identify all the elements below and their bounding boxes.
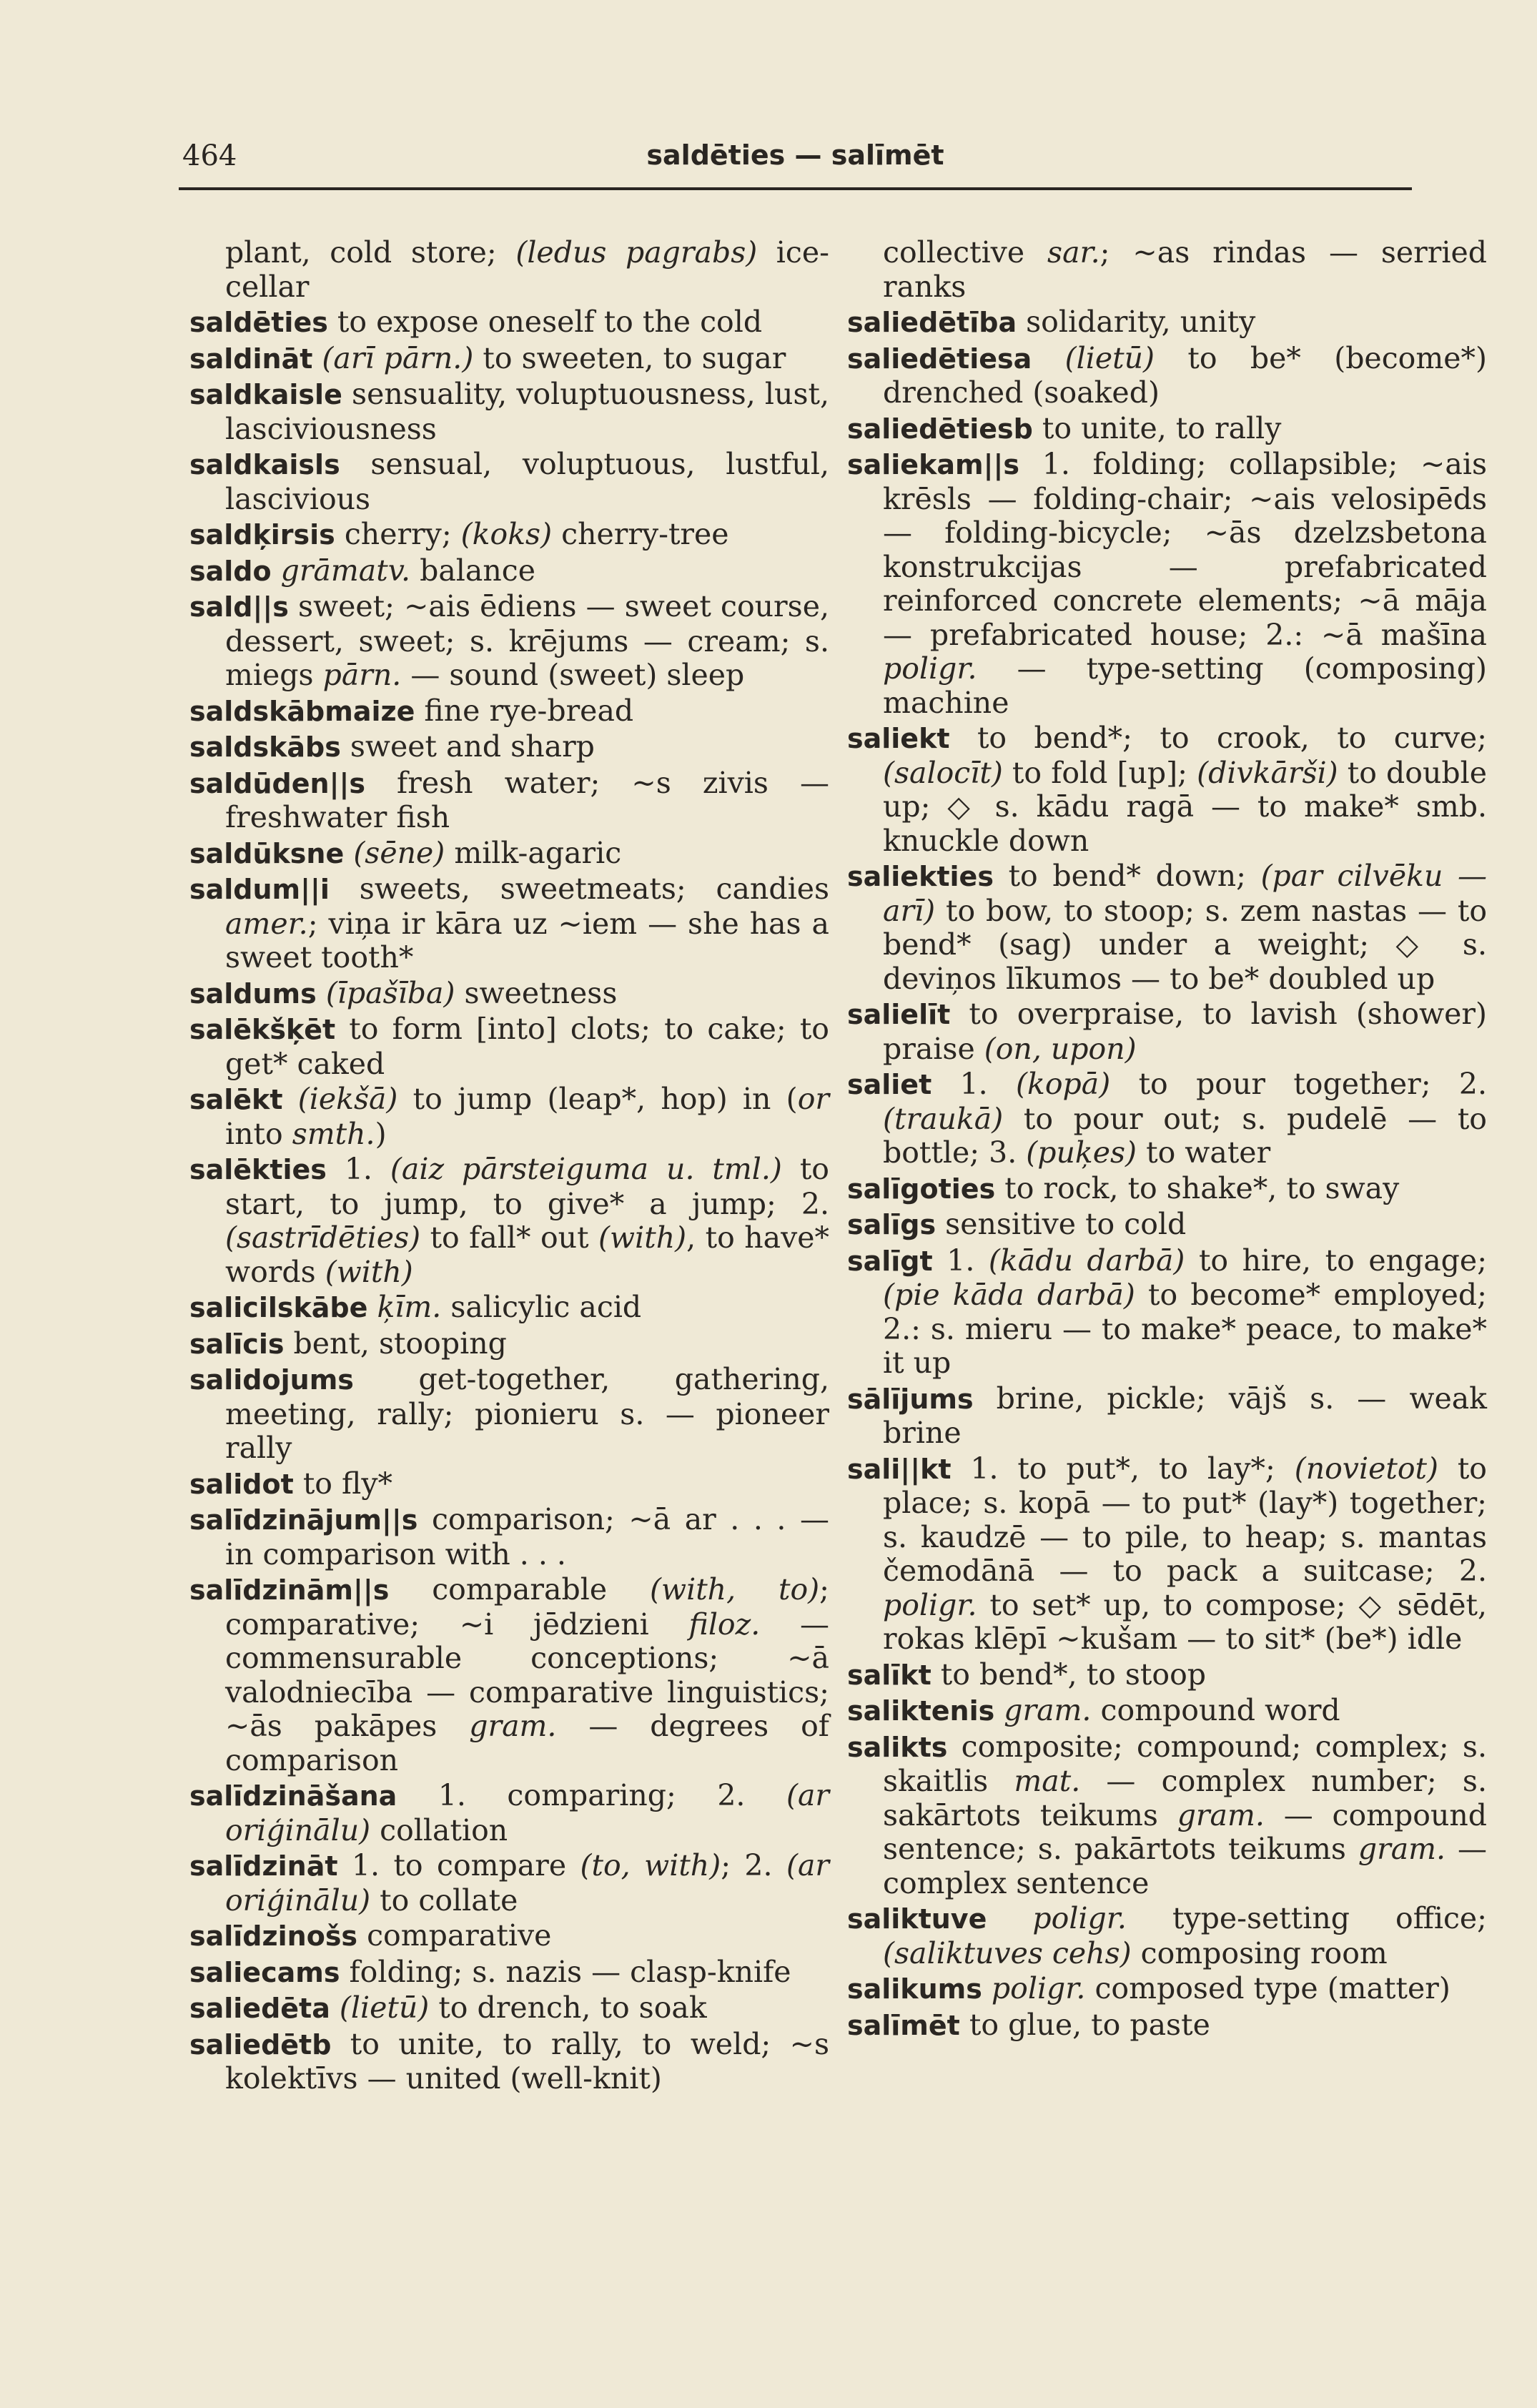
italic-label: gram. — [1004, 1693, 1092, 1727]
entry-text: ; ~as rindas — serried ranks — [883, 235, 1487, 304]
headword: saldkaisls — [189, 449, 340, 480]
entry-text: to drench, to soak — [429, 1990, 707, 2025]
entry-text: , to have* words — [225, 1220, 829, 1289]
entry-text: sensuality, voluptuousness, lust, lasciviousness — [225, 377, 829, 446]
headword: saldūksne — [189, 837, 345, 869]
entry-text: composite; compound; complex; s. skaitlis — [883, 1729, 1487, 1798]
headword: saldskābmaize — [189, 695, 415, 727]
dictionary-entry — [847, 305, 1487, 340]
entry-text: cherry-tree — [552, 517, 729, 551]
italic-label: (lietū) — [1064, 340, 1155, 375]
dictionary-entry — [847, 997, 1487, 1066]
italic-label: filoz. — [688, 1607, 761, 1642]
headword: saliktuve — [847, 1903, 987, 1935]
headword: salidot — [189, 1468, 294, 1500]
dictionary-entry — [189, 554, 829, 589]
entry-text: to become* employed; 2.: s. mieru — to make* peace, to make* it up — [883, 1278, 1487, 1380]
entry-text: to jump (leap*, hop) in ( — [397, 1082, 798, 1116]
entry-text: to unite, to rally — [1032, 410, 1282, 445]
dictionary-entry — [189, 1327, 829, 1362]
entry-text: to bow, to stoop; s. zem nastas — to bend* (sag) under a weight; ◇ s. deviņos līkumos — to be* doubled up — [883, 893, 1487, 996]
entry-text: salicylic acid — [441, 1290, 642, 1324]
entry-text: to unite, to rally, to weld; ~s kolektīvs — united (well-knit) — [225, 2026, 829, 2096]
entry-text: to place; s. kopā — to put* (lay*) together; s. kaudzē — to pile, to heap; s. mantas čemodānā — to pack a suitcase; 2. — [883, 1451, 1487, 1588]
headword: salēkt — [189, 1084, 283, 1115]
italic-label: (kādu darbā) — [988, 1243, 1185, 1278]
entry-text: comparative — [357, 1918, 552, 1953]
italic-label: ķīm. — [377, 1290, 442, 1324]
italic-label: (ledus pagrabs) — [515, 235, 758, 270]
dictionary-entry — [847, 1244, 1487, 1381]
italic-label: smth. — [292, 1116, 375, 1151]
entry-text: — complex number; s. sakārtots teikums — [883, 1764, 1487, 1832]
dictionary-entry — [847, 1730, 1487, 1901]
italic-label: or — [797, 1082, 829, 1116]
entry-text: solidarity, unity — [1017, 305, 1256, 339]
dictionary-entry — [189, 236, 829, 304]
entry-text: to fold [up]; — [1002, 755, 1197, 790]
headword: saldināt — [189, 342, 313, 375]
entry-text: — complex sentence — [883, 1832, 1487, 1900]
headword: salīdzināt — [189, 1850, 338, 1882]
headword: saldum||i — [189, 874, 330, 905]
italic-label: (divkārši) — [1197, 755, 1338, 790]
italic-label: poligr. — [883, 1587, 977, 1622]
headword: salīkt — [847, 1659, 931, 1691]
entry-text: 1. to put*, to lay*; — [951, 1451, 1295, 1486]
headword: salīgt — [847, 1245, 933, 1277]
dictionary-entry — [189, 378, 829, 446]
dictionary-entry — [189, 2028, 829, 2096]
entry-text: to start, to jump, to give* a jump; 2. — [225, 1152, 829, 1221]
italic-label: poligr. — [1032, 1901, 1127, 1935]
entry-text: comparison; ~ā ar . . . — in comparison with . . . — [225, 1502, 829, 1571]
entry-text: — sound (sweet) sleep — [401, 658, 745, 692]
header-rule — [179, 187, 1412, 190]
italic-label: (novietot) — [1294, 1451, 1438, 1486]
entry-text: brine, pickle; vājš s. — weak brine — [883, 1381, 1487, 1450]
italic-label: gram. — [469, 1709, 557, 1743]
dictionary-entry — [847, 1382, 1487, 1451]
italic-label: (kopā) — [1016, 1067, 1111, 1101]
entry-text: — type-setting (composing) machine — [883, 651, 1487, 720]
headword: salikums — [847, 1973, 982, 2005]
entry-text: get-together, gathering, meeting, rally; pionieru s. — pioneer rally — [225, 1362, 829, 1465]
dictionary-entry — [847, 236, 1487, 304]
dictionary-entry — [847, 1972, 1487, 2007]
entry-text: sensual, voluptuous, lustful, lascivious — [225, 447, 829, 516]
headword: salicilskābe — [189, 1292, 368, 1323]
italic-label: gram. — [1358, 1832, 1446, 1866]
headword: saliekam||s — [847, 449, 1019, 480]
entry-text: sweets, sweetmeats; candies — [329, 872, 829, 906]
entry-text — [987, 1901, 1032, 1935]
entry-text: ; 2. — [721, 1848, 786, 1883]
dictionary-entry — [847, 1902, 1487, 1970]
dictionary-entry — [189, 1573, 829, 1777]
entry-text — [344, 836, 353, 870]
entry-text: ) — [375, 1116, 387, 1151]
italic-label: amer. — [225, 906, 308, 941]
entry-text: type-setting office; — [1126, 1901, 1487, 1935]
dictionary-entry — [847, 859, 1487, 996]
italic-label: (traukā) — [883, 1101, 1004, 1136]
entry-text — [283, 1082, 298, 1116]
headword: saliedēta — [189, 1993, 330, 2024]
dictionary-entry — [189, 342, 829, 377]
page-number: 464 — [182, 139, 237, 172]
italic-label: (sastrīdēties) — [225, 1220, 421, 1255]
dictionary-entry — [847, 1172, 1487, 1207]
dictionary-entry — [847, 2008, 1487, 2043]
entry-text: composed type (matter) — [1085, 1971, 1450, 2005]
entry-text: to overpraise, to lavish (shower) praise — [883, 997, 1487, 1066]
entry-text: to collate — [370, 1883, 518, 1918]
dictionary-entry — [189, 977, 829, 1012]
italic-label: (with, to) — [650, 1572, 820, 1607]
dictionary-entry — [189, 1082, 829, 1151]
entry-text: ice-cellar — [225, 235, 830, 304]
headword: salīmēt — [847, 2009, 960, 2041]
headword: salīgs — [847, 1209, 936, 1240]
headword: salīcis — [189, 1328, 285, 1360]
entry-text: sensitive to cold — [936, 1207, 1187, 1241]
entry-text: to pour out; s. pudelē — to bottle; 3. — [883, 1101, 1487, 1170]
italic-label: (par cilvēku — arī) — [883, 859, 1487, 928]
headword: saldkaisle — [189, 379, 342, 410]
entry-text: — compound sentence; s. pakārtots teikums — [883, 1797, 1488, 1866]
entry-text: to sweeten, to sugar — [473, 340, 786, 375]
entry-text: 1. — [932, 1243, 989, 1278]
entry-text: to water — [1137, 1135, 1271, 1170]
headword: sālījums — [847, 1383, 974, 1415]
dictionary-entry — [847, 1208, 1487, 1243]
dictionary-entry — [189, 1955, 829, 1990]
running-head: saldēties — salīmēt — [646, 139, 944, 171]
italic-label: (on, upon) — [984, 1031, 1137, 1066]
headword: salīdzinošs — [189, 1920, 358, 1952]
dictionary-entry — [189, 305, 829, 340]
headword: saliedētb — [189, 2028, 332, 2061]
entry-text: fresh water; ~s zivis — freshwater fish — [225, 765, 829, 834]
entry-text: sweetness — [455, 975, 618, 1010]
headword: saldo — [189, 555, 272, 587]
headword: salidojums — [189, 1364, 354, 1396]
dictionary-entry — [189, 1012, 829, 1081]
entry-text: to bend*; to crook, to curve; — [949, 721, 1487, 755]
entry-text: collective — [883, 235, 1048, 270]
italic-label: (with) — [598, 1220, 687, 1255]
italic-label: (īpašība) — [325, 975, 455, 1010]
italic-label: poligr. — [991, 1971, 1086, 2005]
entry-text — [982, 1971, 992, 2005]
entry-text: 1. to compare — [337, 1848, 580, 1883]
dictionary-entry — [189, 1849, 829, 1918]
entry-text: to bend* down; — [993, 859, 1261, 893]
headword: saldūden||s — [189, 767, 365, 799]
italic-label: sar. — [1047, 235, 1100, 270]
headword: salīdzinām||s — [189, 1574, 390, 1606]
italic-label: (ar oriģinālu) — [225, 1778, 829, 1847]
entry-text: ; comparative; ~i jēdzieni — [225, 1572, 829, 1642]
dictionary-entry — [189, 590, 829, 693]
dictionary-entry — [847, 721, 1487, 858]
headword: saliekties — [847, 861, 994, 892]
entry-text: cherry; — [335, 517, 461, 551]
headword: salikts — [847, 1731, 948, 1763]
dictionary-entry — [847, 1658, 1487, 1693]
entry-text: to pour together; 2. — [1110, 1067, 1487, 1101]
entry-text: to fall* out — [420, 1220, 599, 1255]
headword: saldskābs — [189, 731, 341, 763]
headword: salīdzināšana — [189, 1780, 397, 1812]
italic-label: (arī pārn.) — [322, 340, 474, 375]
dictionary-entry — [189, 730, 829, 765]
italic-label: (sēne) — [353, 835, 445, 870]
entry-text: — commensurable conceptions; ~ā valodniecība — comparative linguistics; ~ās pakāpes — [225, 1607, 829, 1743]
dictionary-entry — [847, 1452, 1487, 1657]
headword: saldums — [189, 977, 317, 1010]
entry-text: to expose oneself to the cold — [327, 305, 763, 339]
dictionary-entry — [847, 1694, 1487, 1729]
dictionary-entry — [189, 1919, 829, 1954]
entry-text: to rock, to shake*, to sway — [995, 1170, 1400, 1205]
dictionary-entry — [847, 412, 1487, 447]
entry-text: comparable — [389, 1572, 650, 1607]
headword: sali||kt — [847, 1453, 952, 1485]
italic-label: (ar oriģinālu) — [225, 1848, 829, 1918]
dictionary-entry — [189, 1153, 829, 1289]
entry-text: 1. — [931, 1067, 1017, 1101]
right-column — [847, 236, 1487, 2044]
entry-text: fine rye-bread — [415, 693, 634, 728]
italic-label: grāmatv. — [280, 553, 411, 588]
dictionary-entry — [189, 448, 829, 516]
dictionary-entry — [189, 872, 829, 975]
dictionary-entry — [847, 342, 1487, 410]
headword: saliedētiesb — [847, 413, 1033, 445]
headword: saliekt — [847, 723, 950, 754]
italic-label: (koks) — [460, 517, 553, 551]
entry-text: balance — [410, 553, 535, 588]
headword: salēkties — [189, 1154, 327, 1185]
dictionary-entry — [189, 1291, 829, 1326]
entry-text: composing room — [1131, 1935, 1388, 1970]
entry-text: 1. — [326, 1152, 390, 1186]
entry-text: to form [into] clots; to cake; to get* caked — [225, 1012, 829, 1081]
italic-label: (salocīt) — [883, 755, 1003, 790]
left-column — [189, 236, 829, 2098]
headword: sald||s — [189, 591, 289, 623]
italic-label: mat. — [1014, 1764, 1081, 1798]
italic-label: pārn. — [322, 658, 402, 692]
entry-text: to glue, to paste — [959, 2007, 1210, 2042]
entry-text — [272, 553, 281, 588]
entry-text: bent, stooping — [284, 1326, 507, 1361]
entry-text: ; viņa ir kāra uz ~iem — she has a sweet tooth* — [225, 906, 829, 974]
entry-text: to hire, to engage; — [1185, 1243, 1488, 1278]
entry-text: 1. folding; collapsible; ~ais krēsls — folding-chair; ~ais velosipēds — folding-bicycle; ~ās dzelzsbetona konstrukcijas — prefabricated reinforced concrete elements; ~ā māja — prefabricated house; 2.: ~ā mašīna — [883, 447, 1487, 652]
dictionary-entry — [189, 1779, 829, 1847]
dictionary-entry — [189, 837, 829, 872]
dictionary-entry — [189, 1503, 829, 1571]
headword: saliedētība — [847, 307, 1017, 338]
italic-label: (lietū) — [339, 1990, 430, 2025]
headword: saliecams — [189, 1956, 340, 1988]
dictionary-entry — [189, 766, 829, 835]
italic-label: gram. — [1177, 1797, 1265, 1832]
dictionary-entry — [847, 1067, 1487, 1170]
entry-text: to bend*, to stoop — [931, 1657, 1207, 1692]
headword: salielīt — [847, 999, 951, 1030]
entry-text: to be* (become*) drenched (soaked) — [883, 340, 1487, 410]
italic-label: (iekšā) — [297, 1082, 398, 1116]
entry-text: plant, cold store; — [225, 235, 516, 270]
headword: saliedētiesa — [847, 342, 1032, 375]
entry-text: to fly* — [293, 1466, 393, 1501]
entry-text: sweet; ~ais ēdiens — sweet course, dessert, sweet; s. krējums — cream; s. miegs — [225, 589, 829, 692]
entry-text — [367, 1290, 377, 1324]
headword: saliet — [847, 1069, 932, 1100]
entry-text — [330, 1990, 340, 2025]
entry-text — [1032, 341, 1064, 375]
italic-label: (aiz pārsteiguma u. tml.) — [390, 1152, 782, 1186]
dictionary-entry — [189, 1363, 829, 1466]
italic-label: (pie kāda darbā) — [883, 1278, 1135, 1312]
headword: saldķirsis — [189, 519, 335, 551]
headword: salēkšķēt — [189, 1014, 336, 1045]
entry-text — [312, 341, 322, 375]
headword: saldēties — [189, 307, 328, 338]
dictionary-entry — [189, 518, 829, 553]
italic-label: (with) — [325, 1254, 413, 1289]
dictionary-entry — [847, 448, 1487, 720]
italic-label: (to, with) — [580, 1848, 721, 1883]
entry-text — [317, 976, 326, 1010]
entry-text: to set* up, to compose; ◇ sēdēt, rokas klēpī ~kušam — to sit* (be*) idle — [883, 1587, 1487, 1656]
entry-text: to double up; ◇ s. kādu ragā — to make* smb. knuckle down — [883, 755, 1488, 858]
entry-text: folding; s. nazis — clasp-knife — [340, 1954, 791, 1989]
entry-text: compound word — [1091, 1693, 1340, 1727]
italic-label: (puķes) — [1026, 1135, 1137, 1170]
dictionary-entry — [189, 1991, 829, 2026]
headword: saliktenis — [847, 1695, 995, 1727]
entry-text: collation — [370, 1812, 508, 1847]
dictionary-entry — [189, 694, 829, 729]
headword: salīgoties — [847, 1173, 996, 1205]
dictionary-entry — [189, 1467, 829, 1502]
entry-text: 1. comparing; 2. — [397, 1778, 786, 1812]
entry-text — [994, 1693, 1004, 1727]
entry-text: — degrees of comparison — [225, 1709, 829, 1777]
entry-text: milk-agaric — [445, 835, 622, 870]
italic-label: (saliktuves cehs) — [883, 1935, 1132, 1970]
italic-label: poligr. — [883, 651, 977, 686]
entry-text: into — [225, 1116, 292, 1151]
headword: salīdzinājum||s — [189, 1504, 418, 1536]
entry-text: sweet and sharp — [340, 729, 595, 764]
